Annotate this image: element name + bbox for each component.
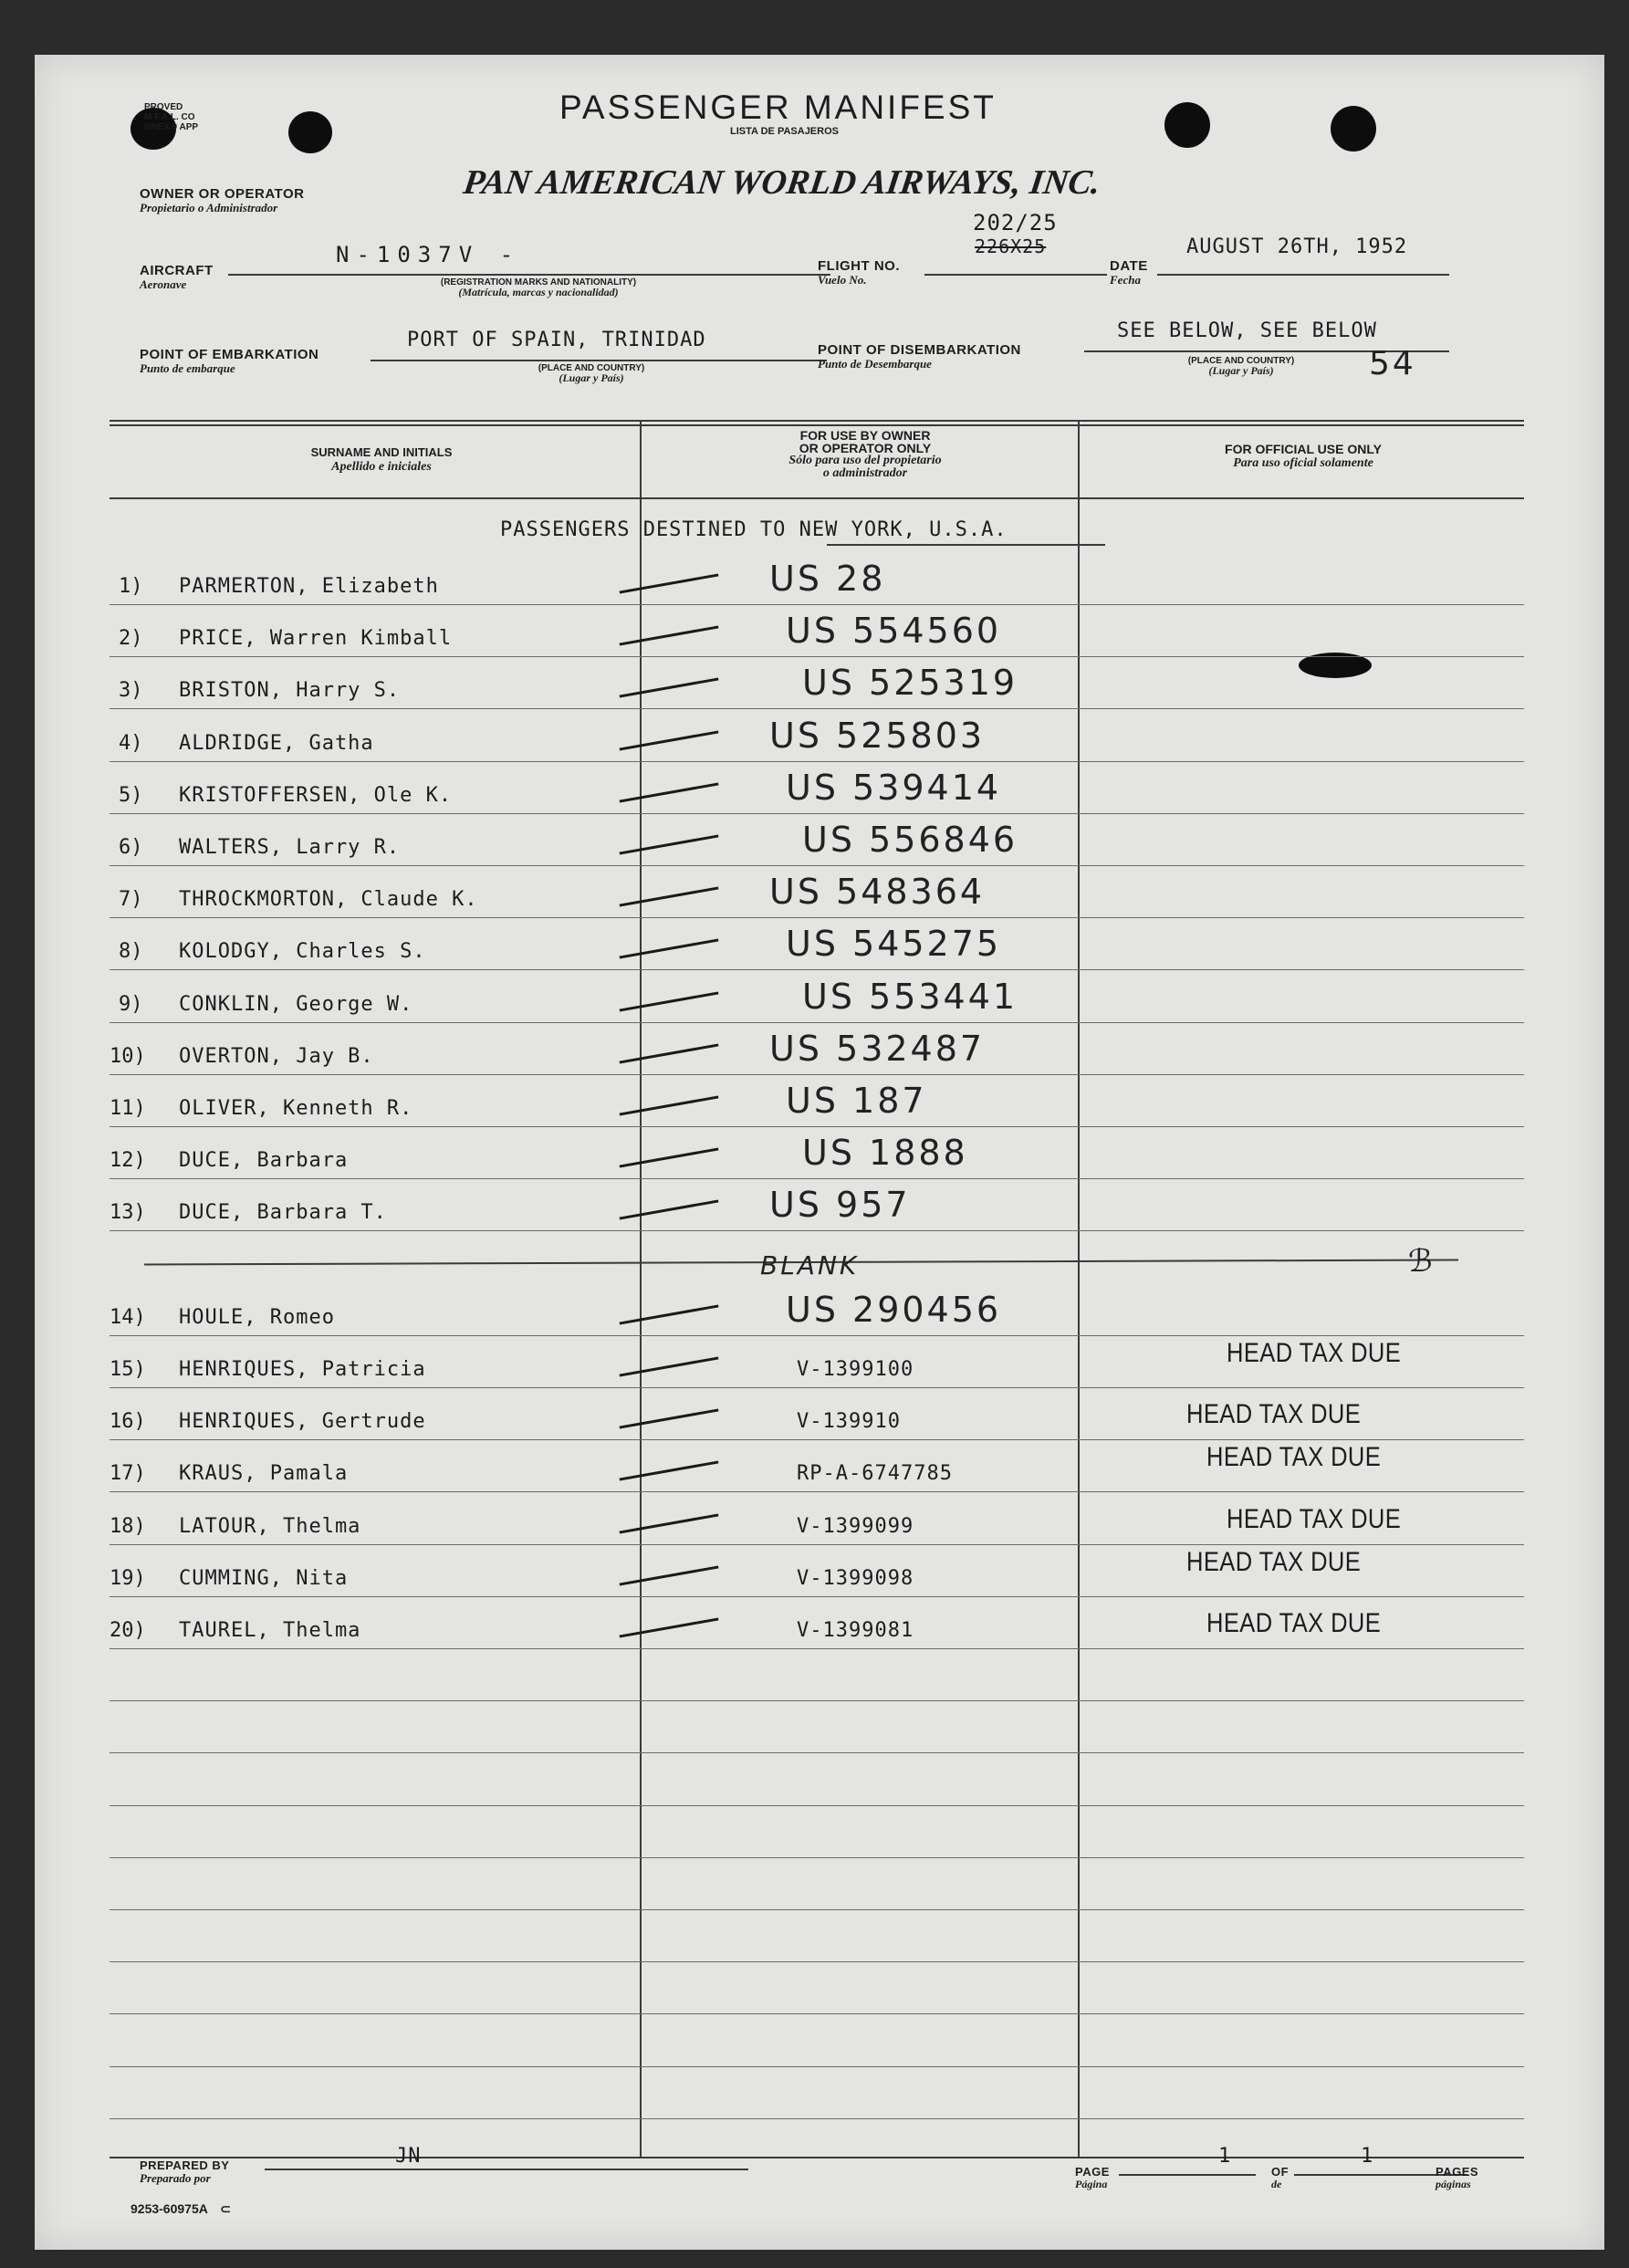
head-tax-stamp: HEAD TAX DUE — [1186, 1399, 1362, 1429]
printer-mark-icon: ⊂ — [220, 2201, 231, 2216]
aircraft-value: N-1037V - — [336, 242, 521, 267]
row-rule — [110, 1596, 1524, 1597]
passenger-name: TAUREL, Thelma — [179, 1619, 361, 1642]
document-number: US 545275 — [786, 924, 1002, 964]
passenger-name: DUCE, Barbara — [179, 1149, 349, 1172]
document-number: US 553441 — [802, 977, 1018, 1017]
row-rule — [110, 1700, 1524, 1701]
document-number: US 556846 — [802, 820, 1018, 860]
row-number: 3) — [119, 679, 143, 702]
section-heading-underline — [827, 544, 1105, 546]
check-mark-icon — [620, 1043, 719, 1063]
owner-label — [140, 186, 304, 214]
prepared-label-text: PREPARED BY — [140, 2158, 230, 2172]
row-rule — [110, 1022, 1524, 1023]
document-number: US 187 — [786, 1081, 927, 1121]
col-header-name-sub: Apellido e iniciales — [331, 460, 432, 474]
blank-initial: ℬ — [1408, 1243, 1436, 1280]
check-mark-icon — [620, 1147, 719, 1167]
disembarkation-label — [818, 342, 1021, 370]
page-value: 1 — [1218, 2145, 1232, 2168]
column-divider-1 — [640, 420, 642, 2158]
owner-label-sub: Propietario o Administrador — [140, 201, 278, 214]
aircraft-label — [140, 263, 214, 290]
flight-label-text: FLIGHT NO. — [818, 258, 900, 274]
row-number: 14) — [110, 1306, 146, 1329]
row-rule — [110, 1857, 1524, 1858]
document-number: US 957 — [769, 1185, 911, 1225]
check-mark-icon — [620, 1565, 719, 1585]
punch-hole-right — [1164, 102, 1210, 148]
check-mark-icon — [620, 991, 719, 1011]
flight-value: 202/25 — [973, 210, 1058, 235]
document-number: US 1888 — [802, 1133, 968, 1173]
col-header-name-text: SURNAME AND INITIALS — [310, 445, 453, 459]
of-label — [1271, 2165, 1289, 2190]
row-number: 11) — [110, 1097, 146, 1120]
column-divider-2 — [1078, 420, 1080, 2158]
table-header-rule — [110, 497, 1524, 499]
check-mark-icon — [620, 1356, 719, 1376]
passenger-name: KOLODGY, Charles S. — [179, 940, 426, 963]
col-header-official-text: FOR OFFICIAL USE ONLY — [1225, 442, 1382, 456]
check-mark-icon — [620, 1408, 719, 1428]
col-header-owner-line2: OR OPERATOR ONLY — [799, 441, 932, 455]
of-value: 1 — [1361, 2145, 1374, 2168]
manifest-sheet — [35, 55, 1604, 2250]
col-header-name — [208, 445, 555, 475]
flight-label-sub: Vuelo No. — [818, 273, 867, 287]
aircraft-caption — [374, 277, 703, 298]
check-mark-icon — [620, 1617, 719, 1637]
stamp-line: PROVED — [144, 102, 183, 112]
row-number: 9) — [119, 993, 143, 1016]
row-number: 5) — [119, 784, 143, 807]
col-header-owner-sub2: o administrador — [822, 466, 908, 480]
pages-label-text: PAGES — [1436, 2165, 1479, 2179]
passenger-name: KRAUS, Pamala — [179, 1462, 349, 1485]
of-label-sub: de — [1271, 2178, 1282, 2190]
form-subtitle: LISTA DE PASAJEROS — [730, 126, 839, 137]
aircraft-label-sub: Aeronave — [140, 277, 187, 291]
document-number: US 532487 — [769, 1029, 986, 1069]
col-header-official — [1130, 442, 1477, 471]
stamp-line: NNEX 9 APP — [144, 122, 199, 132]
row-number: 20) — [110, 1619, 146, 1642]
passenger-name: OLIVER, Kenneth R. — [179, 1097, 413, 1120]
row-rule — [110, 1909, 1524, 1910]
prepared-label — [140, 2158, 229, 2184]
embarkation-label-sub: Punto de embarque — [140, 361, 235, 375]
row-rule — [110, 1805, 1524, 1806]
punch-hole-right-2 — [1331, 106, 1376, 152]
check-mark-icon — [620, 886, 719, 906]
passenger-name: PRICE, Warren Kimball — [179, 627, 453, 650]
check-mark-icon — [620, 730, 719, 750]
date-label-text: DATE — [1110, 258, 1148, 274]
check-mark-icon — [620, 625, 719, 645]
date-underline — [1157, 274, 1449, 276]
passenger-name: CONKLIN, George W. — [179, 993, 413, 1016]
owner-label-text: OWNER OR OPERATOR — [140, 186, 305, 202]
row-rule — [110, 1439, 1524, 1440]
row-number: 19) — [110, 1567, 146, 1590]
prepared-value: JN — [395, 2145, 422, 2168]
col-header-official-sub: Para uso oficial solamente — [1233, 456, 1373, 470]
table-top-rule — [110, 420, 1524, 422]
date-value: AUGUST 26TH, 1952 — [1186, 235, 1408, 258]
row-number: 1) — [119, 575, 143, 598]
flight-struck-value: 226X25 — [975, 235, 1047, 257]
col-header-owner-sub1: Sólo para uso del propietario — [788, 454, 942, 467]
pages-label-sub: páginas — [1436, 2178, 1471, 2190]
row-rule — [110, 604, 1524, 605]
row-number: 12) — [110, 1149, 146, 1172]
page-label-text: PAGE — [1075, 2165, 1110, 2179]
embarkation-label — [140, 347, 318, 374]
embarkation-caption — [491, 363, 692, 383]
owner-value: PAN AMERICAN WORLD AIRWAYS, INC. — [461, 163, 1103, 202]
col-header-owner-line1: FOR USE BY OWNER — [799, 428, 931, 443]
row-rule — [110, 708, 1524, 709]
blank-note: BLANK — [760, 1250, 860, 1280]
passenger-name: CUMMING, Nita — [179, 1567, 349, 1590]
document-number: US 525803 — [769, 716, 986, 756]
row-number: 18) — [110, 1515, 146, 1538]
embarkation-label-text: POINT OF EMBARKATION — [140, 347, 319, 362]
row-rule — [110, 1752, 1524, 1753]
embarkation-underline — [371, 360, 827, 361]
check-mark-icon — [620, 1513, 719, 1533]
document-number: US 548364 — [769, 872, 986, 912]
page-label — [1075, 2165, 1110, 2190]
passenger-name: THROCKMORTON, Claude K. — [179, 888, 478, 911]
aircraft-caption-text: (REGISTRATION MARKS AND NATIONALITY) — [440, 277, 637, 287]
check-mark-icon — [620, 1199, 719, 1219]
check-mark-icon — [620, 677, 719, 697]
check-mark-icon — [620, 1460, 719, 1480]
col-header-owner — [692, 429, 1039, 480]
head-tax-stamp: HEAD TAX DUE — [1227, 1338, 1402, 1368]
section-heading: PASSENGERS DESTINED TO NEW YORK, U.S.A. — [500, 518, 1008, 541]
passenger-name: HENRIQUES, Gertrude — [179, 1410, 426, 1433]
document-number: RP-A-6747785 — [797, 1462, 953, 1485]
document-number: V-1399098 — [797, 1567, 914, 1590]
disembarkation-label-sub: Punto de Desembarque — [818, 357, 932, 371]
document-number: V-1399081 — [797, 1619, 914, 1642]
prepared-label-sub: Preparado por — [140, 2171, 211, 2185]
handwritten-count: 54 — [1369, 345, 1416, 382]
row-rule — [110, 1648, 1524, 1649]
place-caption-text: (PLACE AND COUNTRY) — [538, 363, 645, 373]
row-rule — [110, 969, 1524, 970]
document-number: US 539414 — [786, 768, 1002, 808]
aircraft-caption-sub: (Matrícula, marcas y nacionalidad) — [458, 286, 619, 298]
form-number — [131, 2201, 231, 2217]
approval-stamp — [144, 102, 198, 132]
row-number: 4) — [119, 732, 143, 755]
disembarkation-value: SEE BELOW, SEE BELOW — [1117, 319, 1377, 342]
document-number: V-1399099 — [797, 1515, 914, 1538]
aircraft-label-text: AIRCRAFT — [140, 263, 214, 278]
prepared-underline — [265, 2169, 748, 2170]
disembarkation-label-text: POINT OF DISEMBARKATION — [818, 342, 1021, 358]
passenger-name: HENRIQUES, Patricia — [179, 1358, 426, 1381]
document-number: US 525319 — [802, 663, 1018, 703]
head-tax-stamp: HEAD TAX DUE — [1186, 1547, 1362, 1577]
row-rule — [110, 917, 1524, 918]
check-mark-icon — [620, 938, 719, 958]
row-rule — [110, 2066, 1524, 2067]
row-rule — [110, 761, 1524, 762]
document-number: V-1399100 — [797, 1358, 914, 1381]
passenger-name: HOULE, Romeo — [179, 1306, 335, 1329]
row-rule — [110, 813, 1524, 814]
passenger-name: KRISTOFFERSEN, Ole K. — [179, 784, 453, 807]
check-mark-icon — [620, 782, 719, 802]
row-number: 10) — [110, 1045, 146, 1068]
passenger-name: OVERTON, Jay B. — [179, 1045, 374, 1068]
table-top-rule-2 — [110, 424, 1524, 426]
place-caption-sub: (Lugar y País) — [559, 371, 624, 384]
check-mark-icon — [620, 573, 719, 593]
row-number: 13) — [110, 1201, 146, 1224]
flight-label — [818, 258, 900, 286]
row-rule — [110, 1335, 1524, 1336]
place-caption-text-2: (PLACE AND COUNTRY) — [1187, 356, 1295, 366]
row-number: 7) — [119, 888, 143, 911]
document-number: V-139910 — [797, 1410, 901, 1433]
row-rule — [110, 1074, 1524, 1075]
passenger-name: WALTERS, Larry R. — [179, 836, 401, 859]
document-number: US 290456 — [786, 1290, 1002, 1330]
check-mark-icon — [620, 834, 719, 854]
passenger-name: LATOUR, Thelma — [179, 1515, 361, 1538]
stamp-line: M F.A.L. CO — [144, 112, 195, 122]
place-caption-sub-2: (Lugar y País) — [1208, 364, 1274, 377]
page-underline — [1119, 2174, 1256, 2176]
row-number: 8) — [119, 940, 143, 963]
row-number: 16) — [110, 1410, 146, 1433]
document-number: US 554560 — [786, 611, 1002, 651]
date-label — [1110, 258, 1148, 286]
disembarkation-caption — [1150, 356, 1332, 376]
row-rule — [110, 1491, 1524, 1492]
row-rule — [110, 2013, 1524, 2014]
row-number: 15) — [110, 1358, 146, 1381]
head-tax-stamp: HEAD TAX DUE — [1227, 1504, 1402, 1534]
table-bottom-rule — [110, 2157, 1524, 2158]
form-number-text: 9253-60975A — [131, 2201, 208, 2216]
of-label-text: OF — [1271, 2165, 1290, 2179]
head-tax-stamp: HEAD TAX DUE — [1206, 1608, 1382, 1638]
row-rule — [110, 1178, 1524, 1179]
row-rule — [110, 656, 1524, 657]
check-mark-icon — [620, 1095, 719, 1115]
row-rule — [110, 865, 1524, 866]
page-label-sub: Página — [1075, 2178, 1108, 2190]
row-number: 2) — [119, 627, 143, 650]
check-mark-icon — [620, 1304, 719, 1324]
aircraft-underline — [228, 274, 830, 276]
row-rule — [110, 1387, 1524, 1388]
document-number: US 28 — [769, 559, 886, 599]
row-rule — [110, 1126, 1524, 1127]
row-rule — [110, 1544, 1524, 1545]
pages-label — [1436, 2165, 1478, 2190]
row-rule — [110, 1230, 1524, 1231]
row-rule — [110, 1961, 1524, 1962]
punch-hole-left-2 — [288, 111, 332, 153]
date-label-sub: Fecha — [1110, 273, 1141, 287]
passenger-name: BRISTON, Harry S. — [179, 679, 401, 702]
embarkation-value: PORT OF SPAIN, TRINIDAD — [407, 329, 706, 351]
form-title: PASSENGER MANIFEST — [559, 89, 997, 126]
row-number: 6) — [119, 836, 143, 859]
head-tax-stamp: HEAD TAX DUE — [1206, 1442, 1382, 1472]
row-number: 17) — [110, 1462, 146, 1485]
passenger-name: DUCE, Barbara T. — [179, 1201, 387, 1224]
passenger-name: PARMERTON, Elizabeth — [179, 575, 439, 598]
flight-underline — [924, 274, 1107, 276]
row-rule — [110, 2118, 1524, 2119]
passenger-name: ALDRIDGE, Gatha — [179, 732, 374, 755]
